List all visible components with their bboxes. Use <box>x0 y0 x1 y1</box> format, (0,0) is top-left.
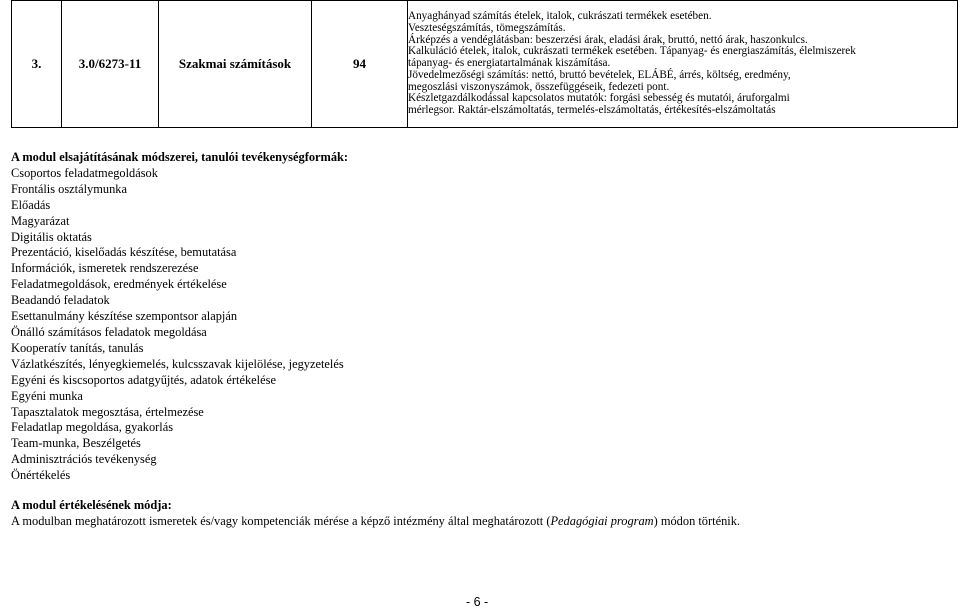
evaluation-section <box>11 497 740 529</box>
list-item: Digitális oktatás <box>11 229 92 244</box>
list-item: Team-munka, Beszélgetés <box>11 436 141 451</box>
topic-line: Árképzés a vendéglátásban: beszerzési árak, eladási árak, bruttó, nettó árak, haszonkulcs. <box>408 33 808 46</box>
list-item: Feladatlap megoldása, gyakorlás <box>11 420 174 435</box>
list-item: Vázlatkészítés, lényegkiemelés, kulcsszavak kijelölése, jegyzetelés <box>11 356 344 371</box>
list-item: Információk, ismeretek rendszerezése <box>11 261 199 276</box>
evaluation-text-program: Pedagógiai program <box>550 514 654 528</box>
list-item: Egyéni és kiscsoportos adatgyűjtés, adatok értékelése <box>11 372 276 387</box>
topic-line: Jövedelmezőségi számítás: nettó, bruttó bevételek, ELÁBÉ, árrés, költség, eredmény, <box>408 68 791 81</box>
topic-line: Készletgazdálkodással kapcsolatos mutatók: forgási sebesség és mutatói, áruforgalmi <box>408 92 790 105</box>
list-item: Prezentáció, kiselőadás készítése, bemutatása <box>11 245 237 260</box>
module-hours-cell: 94 <box>312 1 408 128</box>
list-item: Kooperatív tanítás, tanulás <box>11 340 144 355</box>
list-item: Egyéni munka <box>11 388 83 403</box>
evaluation-text <box>11 513 740 529</box>
module-topics-cell <box>408 1 958 128</box>
evaluation-text-start: A modulban meghatározott ismeretek és/vagy kompetenciák mérése a képző intézmény által meghatározott ( <box>11 514 551 528</box>
list-item: Adminisztrációs tevékenység <box>11 452 157 467</box>
table-row <box>12 1 958 128</box>
list-item: Beadandó feladatok <box>11 293 110 308</box>
list-item: Előadás <box>11 197 51 212</box>
list-item: Csoportos feladatmegoldások <box>11 165 158 180</box>
list-item: Esettanulmány készítése szempontsor alapján <box>11 309 238 324</box>
topic-line: Anyaghányad számítás ételek, italok, cukrászati termékek esetében. <box>408 9 712 22</box>
list-item: Önálló számításos feladatok megoldása <box>11 324 207 339</box>
list-item: Magyarázat <box>11 213 70 228</box>
topic-line: Kalkuláció ételek, italok, cukrászati termékek esetében. Tápanyag- és energiaszámítás, élelmiszerek <box>408 45 856 58</box>
topic-line: Veszteségszámítás, tömegszámítás. <box>408 21 566 34</box>
methods-section <box>11 150 348 484</box>
module-table <box>11 0 958 128</box>
module-subject-cell: Szakmai számítások <box>159 1 312 128</box>
module-code-cell: 3.0/6273-11 <box>62 1 159 128</box>
page-number: - 6 - <box>466 595 489 609</box>
list-item: Önértékelés <box>11 468 71 483</box>
evaluation-heading: A modul értékelésének módja: <box>11 498 172 512</box>
topic-line: megoszlási viszonyszámok, összefüggéseik, fedezeti pont. <box>408 80 670 93</box>
methods-heading: A modul elsajátításának módszerei, tanulói tevékenységformák: <box>11 150 349 164</box>
list-item: Feladatmegoldások, eredmények értékelése <box>11 277 227 292</box>
topic-line: tápanyag- és energiatartalmának kiszámítása. <box>408 57 611 70</box>
list-item: Tapasztalatok megosztása, értelmezése <box>11 404 204 419</box>
topic-line: mérlegsor. Raktár-elszámoltatás, termelés-elszámoltatás, értékesítés-elszámoltatás <box>408 104 776 117</box>
evaluation-text-end: ) módon történik. <box>653 514 741 528</box>
module-number-cell: 3. <box>12 1 62 128</box>
list-item: Frontális osztálymunka <box>11 181 127 196</box>
